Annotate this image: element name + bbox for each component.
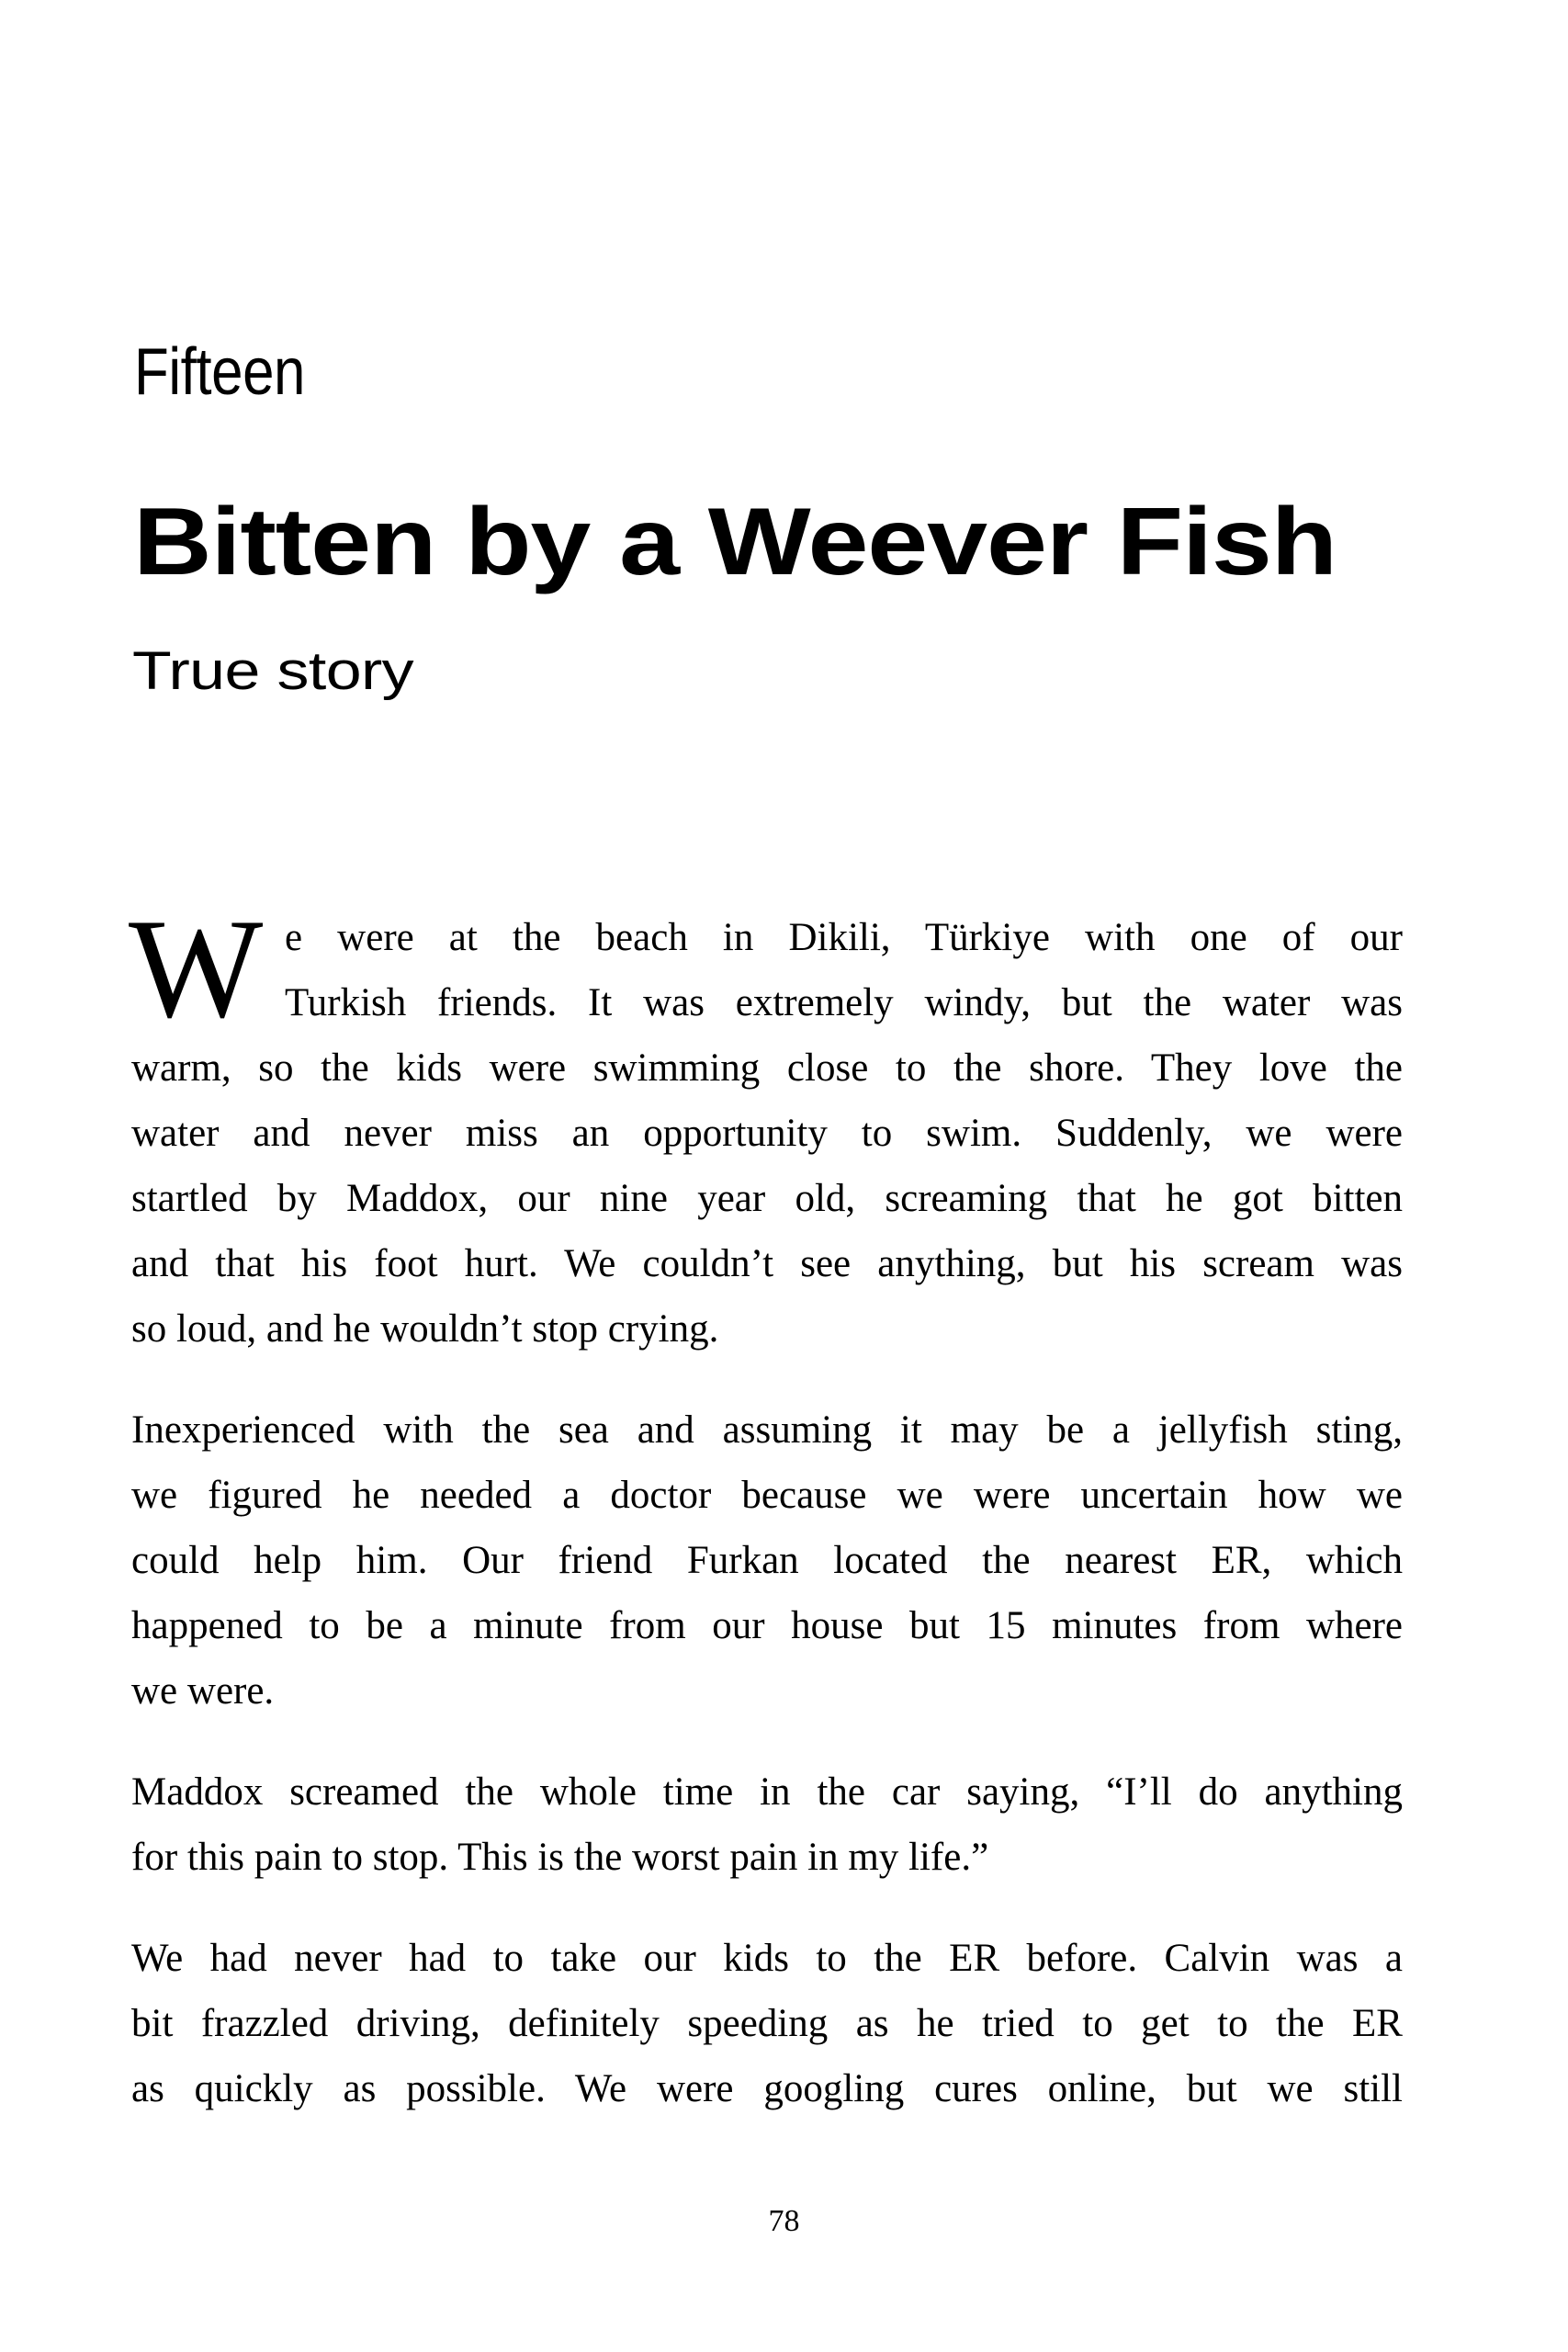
text-line: Inexperienced with the sea and assuming it may be a jellyfish sting, xyxy=(131,1408,1403,1452)
text-line: and that his foot hurt. We couldn’t see anything, but his scream was xyxy=(131,1242,1403,1285)
text-line: Maddox screamed the whole time in the car saying, “I’ll do anything xyxy=(131,1770,1403,1814)
text-line: Turkish friends. It was extremely windy, but the water was xyxy=(285,981,1403,1024)
body-text xyxy=(131,905,1403,2157)
text-line: we figured he needed a doctor because we were uncertain how we xyxy=(131,1474,1403,1517)
page-number: 78 xyxy=(768,2204,800,2238)
text-line: we were. xyxy=(131,1669,275,1713)
text-line: happened to be a minute from our house but 15 minutes from where xyxy=(131,1604,1403,1647)
text-line: water and never miss an opportunity to swim. Suddenly, we were xyxy=(131,1112,1403,1155)
text-line: so loud, and he wouldn’t stop crying. xyxy=(131,1307,719,1351)
text-line: could help him. Our friend Furkan located the nearest ER, which xyxy=(131,1539,1403,1582)
text-line: e were at the beach in Dikili, Türkiye with one of our xyxy=(285,916,1403,959)
text-line: for this pain to stop. This is the worst pain in my life.” xyxy=(131,1836,989,1879)
paragraph xyxy=(131,905,1403,1362)
text-line: bit frazzled driving, definitely speeding as he tried to get to the ER xyxy=(131,2002,1403,2045)
chapter-number: Fifteen xyxy=(134,335,305,409)
paragraph xyxy=(131,1397,1403,1724)
text-line: startled by Maddox, our nine year old, screaming that he got bitten xyxy=(131,1177,1403,1220)
paragraph xyxy=(131,1759,1403,1890)
text-line: warm, so the kids were swimming close to the shore. They love the xyxy=(131,1046,1403,1090)
text-line: We had never had to take our kids to the ER before. Calvin was a xyxy=(131,1937,1403,1980)
paragraph xyxy=(131,1926,1403,2121)
chapter-title: Bitten by a Weever Fish xyxy=(133,489,1337,595)
text-line: as quickly as possible. We were googling cures online, but we still xyxy=(131,2067,1403,2110)
chapter-subtitle: True story xyxy=(132,641,413,701)
drop-cap: W xyxy=(129,889,264,1047)
